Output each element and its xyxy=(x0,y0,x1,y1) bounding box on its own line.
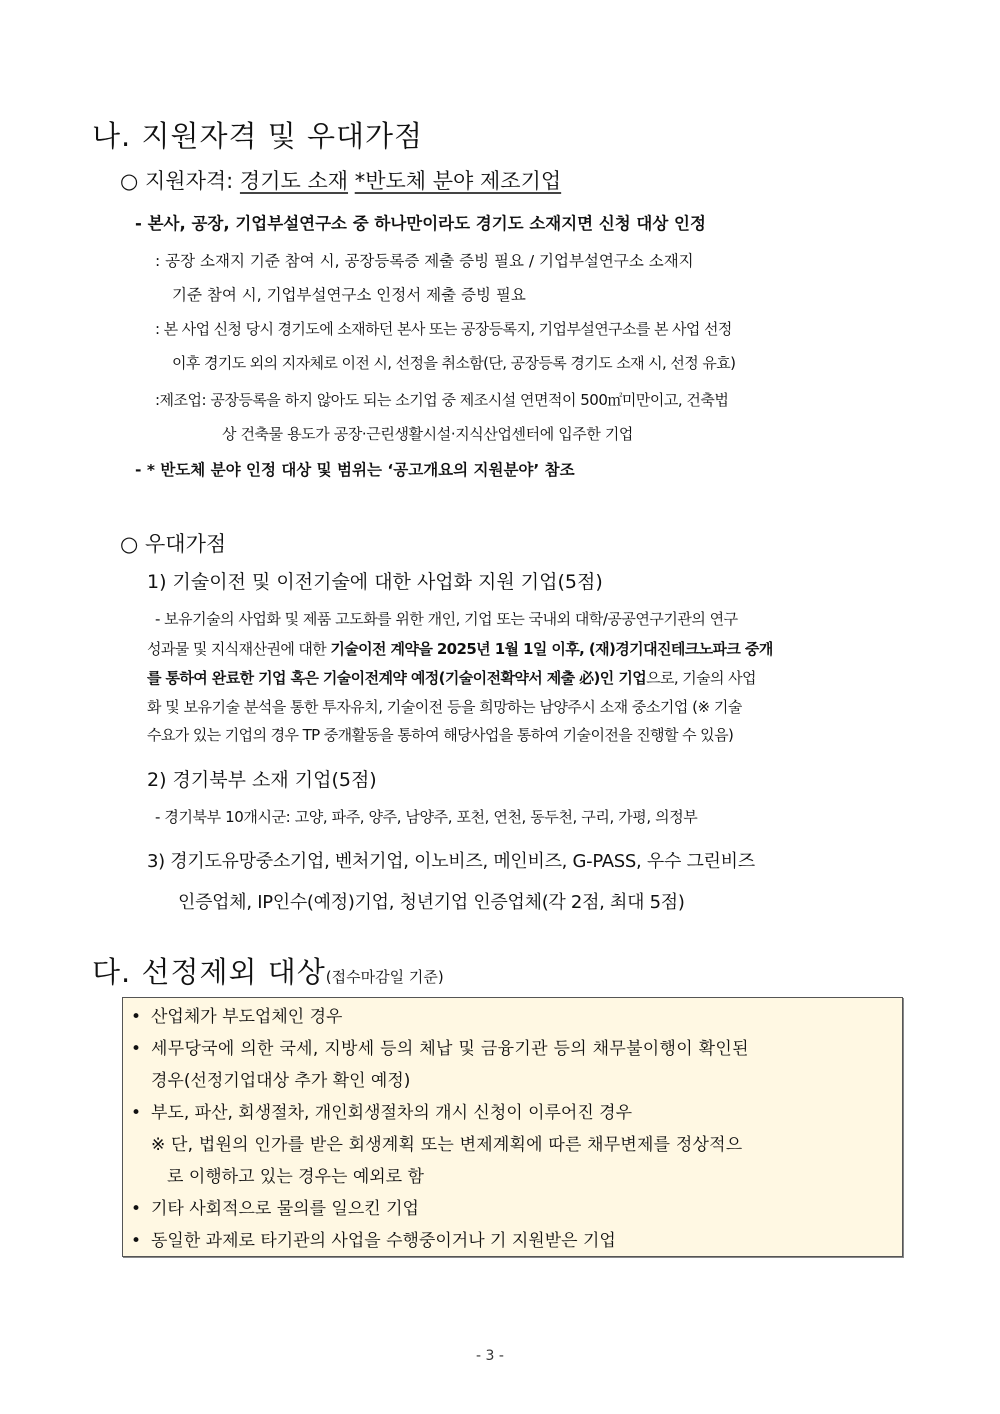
exclusion-item-text: 세무당국에 의한 국세, 지방세 등의 체납 및 금융기관 등의 채무불이행이 확인된 xyxy=(151,1039,749,1059)
desc-emphasis: 를 통하여 완료한 기업 혹은 기술이전계약 예정(기술이전확약서 제출 必)인 기업 xyxy=(147,669,647,687)
bonus-item-2-title: 2) 경기북부 소재 기업(5점) xyxy=(147,769,377,791)
exclusion-item-cont: 경우(선정기업대상 추가 확인 예정) xyxy=(151,1071,411,1091)
exclusion-item-text: 동일한 과제로 타기관의 사업을 수행중이거나 기 지원받은 기업 xyxy=(151,1231,616,1251)
exclusion-box xyxy=(122,997,903,1257)
eligibility-heading xyxy=(120,165,561,195)
exclusion-item-text: 기타 사회적으로 물의를 일으킨 기업 xyxy=(151,1199,419,1219)
eligibility-note-3-cont: 상 건축물 용도가 공장·근린생활시설·지식산업센터에 입주한 기업 xyxy=(222,425,634,443)
circle-marker-icon: ○ xyxy=(120,169,139,193)
bullet-icon: • xyxy=(131,1103,142,1123)
bonus-item-3-title-cont: 인증업체, IP인수(예정)기업, 청년기업 인증업체(각 2점, 최대 5점) xyxy=(178,892,685,913)
eligibility-value-field: *반도체 분야 제조기업 xyxy=(354,169,562,193)
desc-text: 으로, 기술의 사업 xyxy=(646,669,756,687)
section-title-eligibility: 나. 지원자격 및 우대가점 xyxy=(92,119,424,153)
circle-marker-icon: ○ xyxy=(120,532,139,556)
bonus-item-1-desc-4: 화 및 보유기술 분석을 통한 투자유치, 기술이전 등을 희망하는 남양주시 소재 중소기업 (※ 기술 xyxy=(147,698,742,716)
eligibility-label: 지원자격: xyxy=(145,169,240,193)
bonus-label: 우대가점 xyxy=(145,532,227,556)
exclusion-item-text: 산업체가 부도업체인 경우 xyxy=(151,1007,343,1027)
eligibility-reference: - * 반도체 분야 인정 대상 및 범위는 ‘공고개요의 지원분야’ 참조 xyxy=(135,461,575,479)
eligibility-note-3: :제조업: 공장등록을 하지 않아도 되는 소기업 중 제조시설 연면적이 500㎡미만이고, 건축법 xyxy=(155,391,729,409)
eligibility-note-2-cont: 이후 경기도 외의 지자체로 이전 시, 선정을 취소함(단, 공장등록 경기도 소재 시, 선정 유효) xyxy=(172,354,736,372)
eligibility-note-1-cont: 기준 참여 시, 기업부설연구소 인정서 제출 증빙 필요 xyxy=(172,286,526,304)
exclusion-item xyxy=(131,1034,749,1059)
bonus-item-1-title: 1) 기술이전 및 이전기술에 대한 사업화 지원 기업(5점) xyxy=(147,571,603,593)
bonus-item-3-title: 3) 경기도유망중소기업, 벤처기업, 이노비즈, 메인비즈, G-PASS, 우수 그린비즈 xyxy=(147,851,755,872)
eligibility-note-2: : 본 사업 신청 당시 경기도에 소재하던 본사 또는 공장등록지, 기업부설연구소를 본 사업 선정 xyxy=(155,320,732,338)
bonus-item-1-desc-1: - 보유기술의 사업화 및 제품 고도화를 위한 개인, 기업 또는 국내외 대학/공공연구기관의 연구 xyxy=(155,610,738,628)
bonus-item-2-desc: - 경기북부 10개시군: 고양, 파주, 양주, 남양주, 포천, 연천, 동두천, 구리, 가평, 의정부 xyxy=(155,808,698,826)
desc-emphasis: 기술이전 계약을 2025년 1월 1일 이후, (재)경기대진테크노파크 중개 xyxy=(330,640,773,658)
eligibility-main-point: - 본사, 공장, 기업부설연구소 중 하나만이라도 경기도 소재지면 신청 대상 인정 xyxy=(135,214,706,233)
page-number: - 3 - xyxy=(476,1348,504,1364)
eligibility-note-1: : 공장 소재지 기준 참여 시, 공장등록증 제출 증빙 필요 / 기업부설연구소 소재지 xyxy=(155,252,694,270)
exclusion-item xyxy=(131,1194,419,1219)
eligibility-value-region: 경기도 소재 xyxy=(239,169,349,193)
exclusion-title: 다. 선정제외 대상 xyxy=(92,955,326,989)
section-title-exclusion xyxy=(92,950,444,991)
exclusion-item xyxy=(131,1226,616,1251)
bullet-icon: • xyxy=(131,1231,142,1251)
exclusion-subtitle: (접수마감일 기준) xyxy=(325,968,444,986)
exclusion-note-cont: 로 이행하고 있는 경우는 예외로 함 xyxy=(167,1167,424,1187)
bonus-heading xyxy=(120,528,226,558)
exclusion-item xyxy=(131,1098,632,1123)
bullet-icon: • xyxy=(131,1007,142,1027)
exclusion-note: ※ 단, 법원의 인가를 받은 회생계획 또는 변제계획에 따른 채무변제를 정상적으 xyxy=(151,1135,743,1155)
exclusion-item xyxy=(131,1002,342,1027)
exclusion-item-text: 부도, 파산, 회생절차, 개인회생절차의 개시 신청이 이루어진 경우 xyxy=(151,1103,633,1123)
desc-text: 성과물 및 지식재산권에 대한 xyxy=(147,640,331,658)
bonus-item-1-desc-5: 수요가 있는 기업의 경우 TP 중개활동을 통하여 해당사업을 통하여 기술이전을 진행할 수 있음) xyxy=(147,726,734,744)
bullet-icon: • xyxy=(131,1199,142,1219)
bonus-item-1-desc-2 xyxy=(147,638,773,659)
bonus-item-1-desc-3 xyxy=(147,667,756,688)
bullet-icon: • xyxy=(131,1039,142,1059)
